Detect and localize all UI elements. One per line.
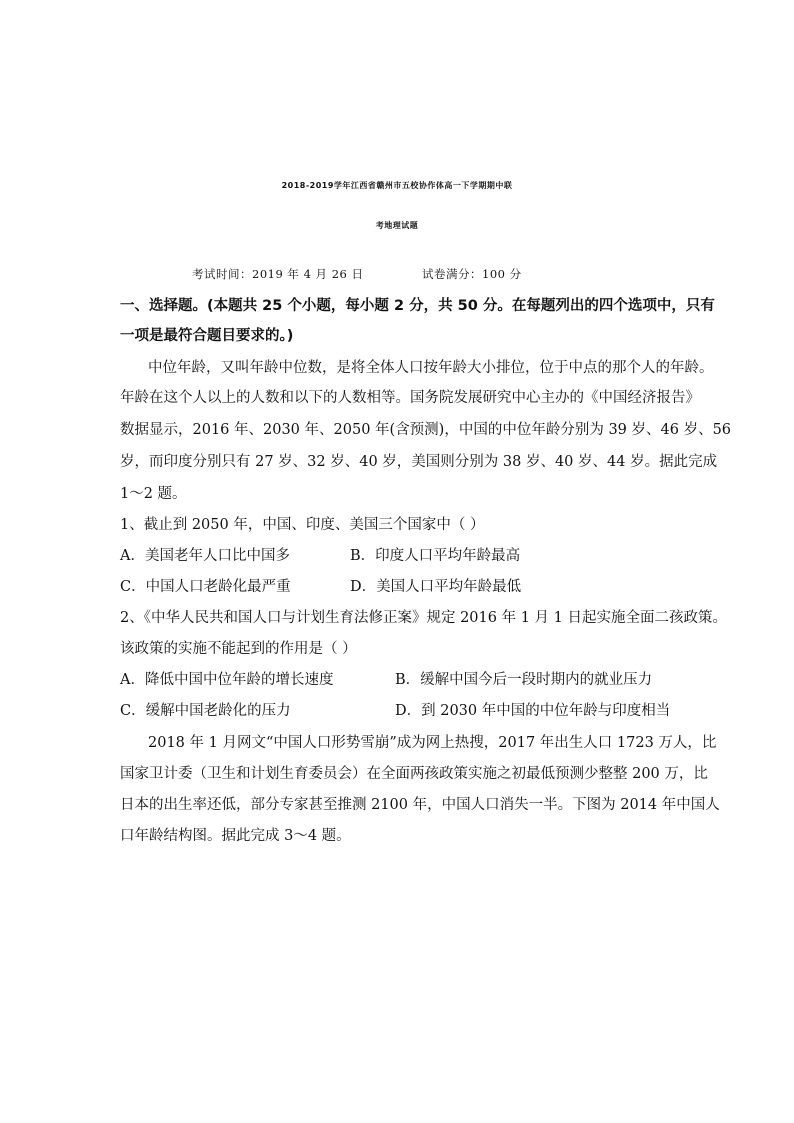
- question1-option-d: D．美国人口平均年龄最低: [350, 579, 522, 595]
- full-score: 试卷满分：100 分: [422, 267, 522, 281]
- exam-title-line1: 2018-2019学年江西省赣州市五校协作体高一下学期期中联: [281, 181, 513, 190]
- exam-title-line2: 考地理试题: [375, 221, 419, 230]
- passage1-line: 1～2 题。: [120, 486, 187, 502]
- question1-option-c: C．中国人口老龄化最严重: [120, 579, 291, 595]
- question1-option-a: A．美国老年人口比中国多: [120, 548, 290, 564]
- question2-option-b: B．缓解中国今后一段时期内的就业压力: [395, 672, 653, 688]
- passage2-line: 2018 年 1 月网文“中国人口形势雪崩”成为网上热搜，2017 年出生人口 1723 万人，比: [148, 735, 717, 751]
- passage2-line: 日本的出生率还低，部分专家甚至推测 2100 年，中国人口消失一半。下图为 2014 年中国人: [120, 797, 720, 813]
- question2-option-d: D．到 2030 年中国的中位年龄与印度相当: [395, 703, 671, 719]
- passage2-line: 国家卫计委（卫生和计划生育委员会）在全面两孩政策实施之初最低预测少整整 200 万，比: [120, 766, 708, 782]
- passage1-line: 数据显示，2016 年、2030 年、2050 年(含预测)，中国的中位年龄分别为 39 岁、46 岁、56: [120, 422, 732, 438]
- question2-option-c: C．缓解中国老龄化的压力: [120, 703, 291, 719]
- section-heading-line2: 一项是最符合题目要求的。): [120, 328, 294, 344]
- passage1-line: 年龄在这个人以上的人数和以下的人数相等。国务院发展研究中心主办的《中国经济报告》: [120, 390, 700, 406]
- question1-option-b: B．印度人口平均年龄最高: [350, 548, 521, 564]
- passage1-line: 岁，而印度分别只有 27 岁、32 岁、40 岁，美国则分别为 38 岁、40 岁、44 岁。据此完成: [120, 454, 718, 470]
- question2-stem-line2: 该政策的实施不能起到的作用是（ ）: [120, 641, 357, 657]
- question2-option-a: A．降低中国中位年龄的增长速度: [120, 672, 334, 688]
- question2-stem-line1: 2、《中华人民共和国人口与计划生育法修正案》规定 2016 年 1 月 1 日起实施全面二孩政策。: [120, 610, 727, 626]
- section-heading-line1: 一、选择题。(本题共 25 个小题，每小题 2 分，共 50 分。在每题列出的四个选项中，只有: [120, 298, 715, 314]
- passage2-line: 口年龄结构图。据此完成 3～4 题。: [120, 828, 351, 844]
- exam-time: 考试时间：2019 年 4 月 26 日: [192, 267, 364, 281]
- passage1-line: 中位年龄，又叫年龄中位数，是将全体人口按年龄大小排位，位于中点的那个人的年龄。: [148, 360, 714, 376]
- question1-stem: 1、截止到 2050 年，中国、印度、美国三个国家中（ ）: [120, 517, 485, 533]
